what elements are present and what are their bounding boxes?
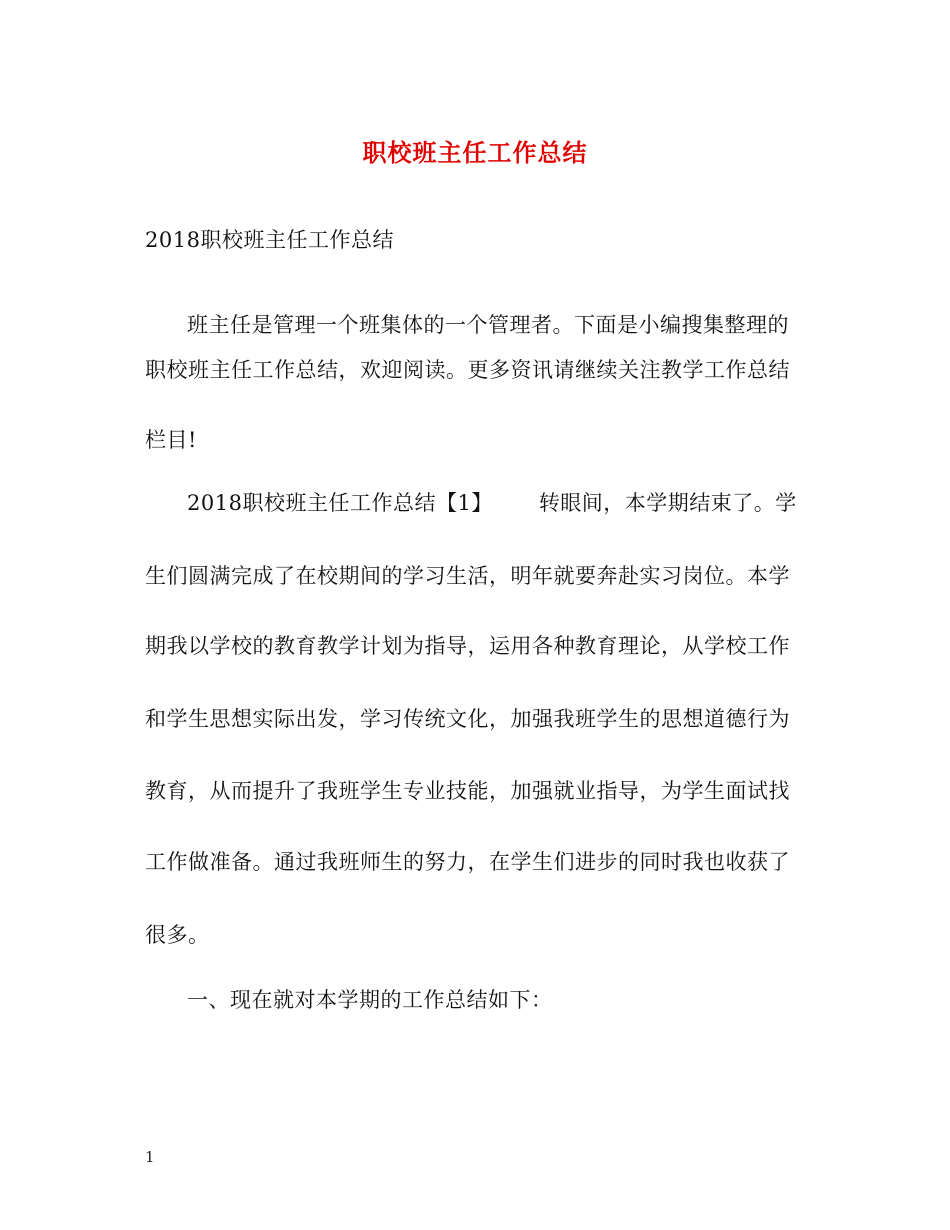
paragraph-line: 教育，从而提升了我班学生专业技能，加强就业指导，为学生面试找 [145,779,790,803]
page-number: 1 [145,1148,155,1166]
paragraph-line: 栏目! [145,428,197,452]
paragraph-line: 职校班主任工作总结，欢迎阅读。更多资讯请继续关注教学工作总结 [145,358,790,382]
section-heading-line [187,489,847,517]
paragraph-line: 期我以学校的教育教学计划为指导，运用各种教育理论，从学校工作 [145,634,790,658]
document-subtitle: 2018职校班主任工作总结 [145,228,394,252]
section-heading: 2018职校班主任工作总结【1】 [187,491,493,515]
paragraph-line: 和学生思想实际出发，学习传统文化，加强我班学生的思想道德行为 [145,707,790,731]
paragraph-line: 一、现在就对本学期的工作总结如下： [187,988,553,1012]
paragraph-text: 转眼间，本学期结束了。学 [538,491,797,515]
document-title: 职校班主任工作总结 [362,138,588,167]
paragraph-line: 很多。 [145,923,210,947]
paragraph-line: 生们圆满完成了在校期间的学习生活，明年就要奔赴实习岗位。本学 [145,564,790,588]
paragraph-line: 工作做准备。通过我班师生的努力，在学生们进步的同时我也收获了 [145,850,790,874]
paragraph-line: 班主任是管理一个班集体的一个管理者。下面是小编搜集整理的 [187,313,789,337]
